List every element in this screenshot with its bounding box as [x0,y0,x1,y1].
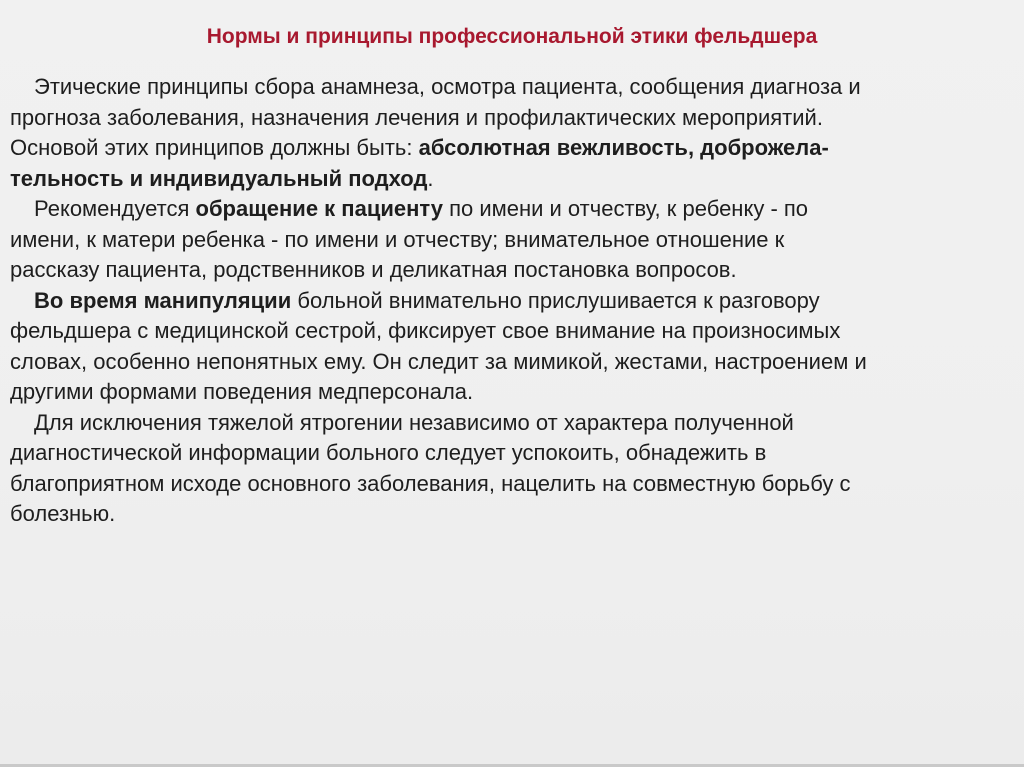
paragraph-1-line-1: Этические принципы сбора анамнеза, осмотра пациента, сообщения диагноза и [34,74,861,99]
paragraph-3-line-3: словах, особенно непонятных ему. Он следит за мимикой, жестами, настроением и [10,348,867,374]
paragraph-4-line-3: благоприятном исходе основного заболевания, нацелить на совместную борьбу с [10,470,851,496]
paragraph-2-text-b: по имени и отчеству, к ребенку - по [442,196,809,221]
paragraph-2-line-1 [10,194,1010,225]
paragraph-3-line-2: фельдшера с медицинской сестрой, фиксирует свое внимание на произносимых [10,318,841,343]
paragraph-1-emphasis-continued: тельность и индивидуальный подход [10,165,428,191]
paragraph-1-emphasis: абсолютная вежливость, доброжела- [418,135,829,160]
paragraph-1-line-2: прогноза заболевания, назначения лечения и профилактических мероприятий. [10,104,823,130]
paragraph-2-emphasis: обращение к пациенту [195,196,443,221]
slide-body [10,72,1010,530]
paragraph-3-text: больной внимательно прислушивается к разговору [291,287,820,313]
paragraph-3-line-4: другими формами поведения медперсонала. [10,379,474,404]
paragraph-3-emphasis: Во время манипуляции [34,287,292,313]
slide-title: Нормы и принципы профессиональной этики фельдшера [206,25,818,48]
paragraph-4-line-2: диагностической информации больного следует успокоить, обнадежить в [10,440,767,465]
paragraph-1-line-4 [10,164,1010,195]
paragraph-1-text: Основой этих принципов должны быть: [10,135,419,160]
paragraph-3-line-1 [10,286,1010,317]
paragraph-2-line-3: рассказу пациента, родственников и деликатная постановка вопросов. [10,257,737,282]
paragraph-4-line-1: Для исключения тяжелой ятрогении независимо от характера полученной [34,409,794,435]
paragraph-2-line-2: имени, к матери ребенка - по имени и отчеству; внимательное отношение к [10,226,785,252]
paragraph-4-line-4: болезнью. [10,501,116,526]
paragraph-2-text-a: Рекомендуется [34,196,196,221]
paragraph-1-line-3 [10,133,1010,164]
paragraph-1-period: . [427,165,434,191]
